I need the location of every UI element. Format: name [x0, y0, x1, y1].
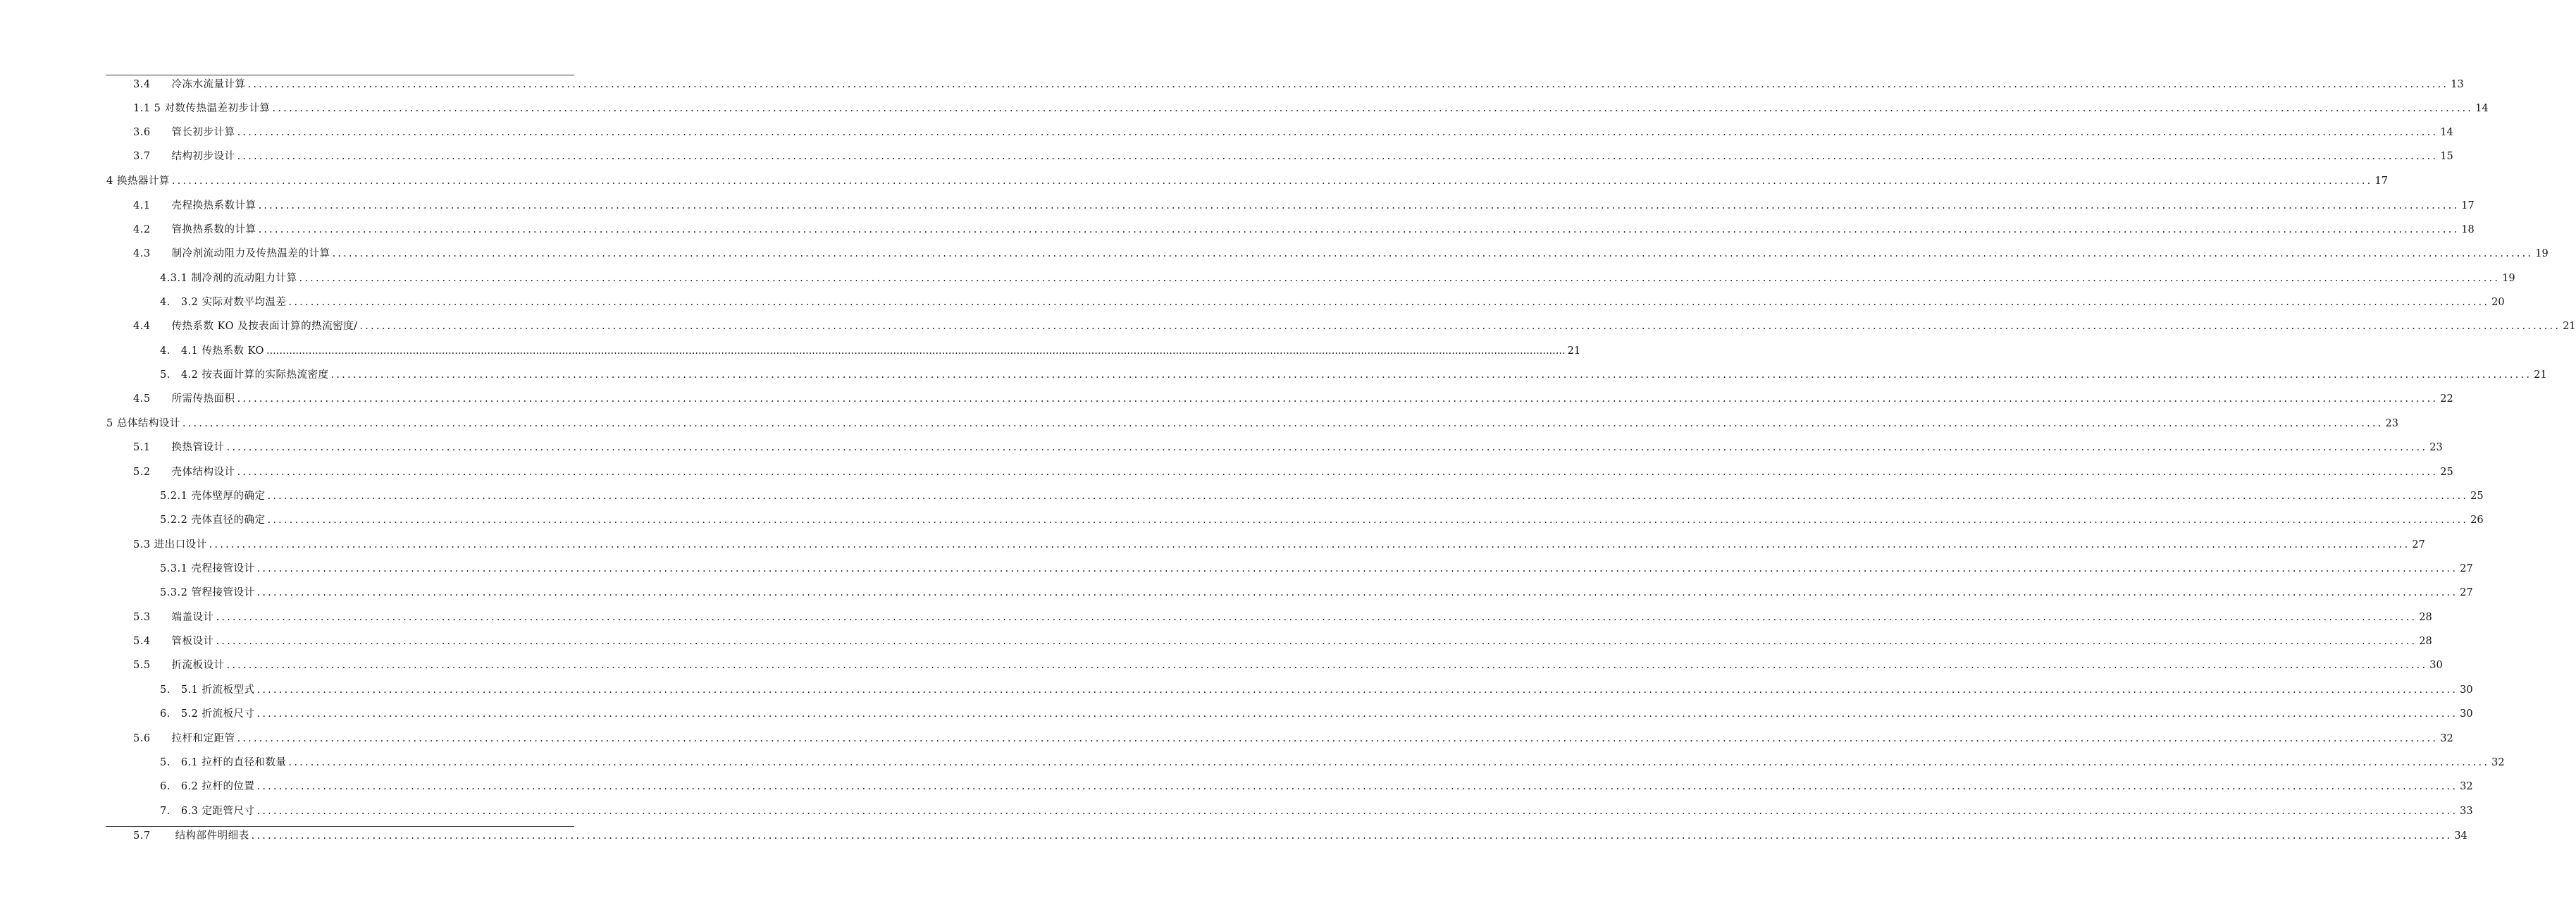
toc-leader: ................................................................................................................................................................................................................................................................................................................................................................................................................ — [226, 660, 2428, 671]
toc-entry[interactable] — [160, 802, 2473, 820]
toc-label: 5.3.2 管程接管设计 — [160, 587, 255, 598]
toc-page: 17 — [2461, 200, 2475, 211]
toc-leader: ................................................................................................................................................................................................................................................................................................................................................................................................................ — [256, 781, 2458, 792]
toc-leader: ................................................................................................................................................................................................................................................................................................................................................................................................................ — [182, 418, 2384, 429]
toc-leader: ................................................................................................................................................................................................................................................................................................................................................................................................................ — [288, 297, 2490, 308]
toc-page: 17 — [2374, 176, 2388, 187]
toc-entry[interactable] — [133, 463, 2453, 481]
toc-leader: ................................................................................................................................................................................................................................................................................................................................................................................................................ — [256, 587, 2458, 598]
toc-entry[interactable] — [133, 536, 2425, 554]
toc-label: 4. 4.1 传热系数 KO — [160, 345, 264, 357]
toc-label: 5.2.2 壳体直径的确定 — [160, 515, 266, 526]
toc-label: 5. 4.2 按表面计算的实际热流密度 — [160, 369, 329, 381]
toc-page: 27 — [2460, 587, 2473, 598]
toc-entry[interactable] — [160, 584, 2473, 602]
toc-label: 1.1 5 对数传热温差初步计算 — [133, 103, 271, 114]
toc-entry[interactable] — [160, 342, 1581, 360]
toc-label: 3.7 结构初步设计 — [133, 151, 235, 162]
toc-leader: ................................................................................................................................................................................................................................................................................................................................................................................................................ — [258, 200, 2460, 211]
toc-entry[interactable] — [160, 487, 2484, 505]
toc-page: 30 — [2460, 684, 2473, 696]
toc-leader: ................................................................................................................................................................................................................................................................................................................................................................................................................ — [266, 345, 1566, 357]
toc-leader: ................................................................................................................................................................................................................................................................................................................................................................................................................ — [258, 224, 2460, 235]
toc-page: 14 — [2475, 103, 2489, 114]
toc-page: 21 — [2534, 369, 2547, 381]
toc-label: 5.7 结构部件明细表 — [133, 830, 249, 842]
toc-label: 5.2 壳体结构设计 — [133, 467, 235, 478]
toc-entry[interactable] — [133, 317, 2576, 336]
toc-page: 30 — [2460, 708, 2473, 720]
toc-leader: ................................................................................................................................................................................................................................................................................................................................................................................................................ — [237, 127, 2439, 138]
toc-entry[interactable] — [160, 560, 2473, 578]
toc-label: 3.4 冷冻水流量计算 — [133, 79, 246, 90]
toc-page: 15 — [2440, 151, 2453, 162]
toc-entry[interactable] — [133, 632, 2432, 651]
toc-label: 4.3 制冷剂流动阻力及传热温差的计算 — [133, 248, 330, 259]
toc-page: 19 — [2535, 248, 2549, 259]
toc-entry[interactable] — [160, 511, 2484, 529]
toc-label: 5.6 拉杆和定距管 — [133, 733, 235, 744]
toc-leader: ................................................................................................................................................................................................................................................................................................................................................................................................................ — [256, 684, 2458, 696]
toc-entry[interactable] — [106, 414, 2398, 433]
toc-page: 26 — [2470, 515, 2484, 526]
toc-label: 5.3.1 壳程接管设计 — [160, 563, 255, 574]
toc-leader: ................................................................................................................................................................................................................................................................................................................................................................................................................ — [247, 79, 2449, 90]
toc-leader: ................................................................................................................................................................................................................................................................................................................................................................................................................ — [332, 248, 2534, 259]
toc-entry[interactable] — [160, 366, 2547, 384]
toc-page: 32 — [2440, 733, 2453, 744]
toc-entry[interactable] — [106, 172, 2388, 190]
toc-leader: ................................................................................................................................................................................................................................................................................................................................................................................................................ — [256, 563, 2458, 574]
toc-page: 13 — [2451, 79, 2464, 90]
toc-entry[interactable] — [133, 827, 2467, 845]
toc-label: 4.1 壳程换热系数计算 — [133, 200, 256, 211]
toc-leader: ................................................................................................................................................................................................................................................................................................................................................................................................................ — [272, 103, 2474, 114]
toc-entry[interactable] — [133, 99, 2489, 118]
toc-entry[interactable] — [133, 656, 2443, 675]
toc-leader: ................................................................................................................................................................................................................................................................................................................................................................................................................ — [267, 491, 2469, 502]
toc-leader: ................................................................................................................................................................................................................................................................................................................................................................................................................ — [299, 273, 2501, 284]
toc-label: 4.3.1 制冷剂的流动阻力计算 — [160, 273, 297, 284]
toc-page: 23 — [2385, 418, 2398, 429]
toc-entry[interactable] — [133, 608, 2432, 627]
toc-page: 23 — [2429, 442, 2443, 453]
toc-page: 22 — [2440, 393, 2453, 405]
toc-label: 4. 3.2 实际对数平均温差 — [160, 297, 287, 308]
toc-label: 5 总体结构设计 — [106, 418, 180, 429]
toc-page: 28 — [2419, 636, 2432, 647]
toc-entry[interactable] — [160, 777, 2473, 796]
toc-page: 27 — [2412, 539, 2425, 550]
toc-entry[interactable] — [133, 390, 2453, 408]
toc-entry[interactable] — [133, 147, 2453, 166]
toc-label: 3.6 管长初步计算 — [133, 127, 235, 138]
toc-entry[interactable] — [133, 438, 2443, 457]
toc-page: 21 — [1567, 345, 1581, 357]
toc-leader: ................................................................................................................................................................................................................................................................................................................................................................................................................ — [216, 636, 2417, 647]
toc-label: 5.4 管板设计 — [133, 636, 214, 647]
toc-leader: ................................................................................................................................................................................................................................................................................................................................................................................................................ — [330, 369, 2532, 381]
toc-leader: ................................................................................................................................................................................................................................................................................................................................................................................................................ — [226, 442, 2428, 453]
toc-leader: ................................................................................................................................................................................................................................................................................................................................................................................................................ — [359, 321, 2561, 332]
toc-label: 5.2.1 壳体壁厚的确定 — [160, 491, 266, 502]
toc-entry[interactable] — [133, 123, 2453, 142]
toc-entry[interactable] — [133, 730, 2453, 748]
toc-label: 5.3 端盖设计 — [133, 612, 214, 623]
toc-entry[interactable] — [133, 75, 2464, 94]
toc-entry[interactable] — [133, 221, 2475, 239]
toc-label: 4.2 管换热系数的计算 — [133, 224, 256, 235]
toc-entry[interactable] — [133, 245, 2549, 263]
toc-page: 27 — [2460, 563, 2473, 574]
toc-leader: ................................................................................................................................................................................................................................................................................................................................................................................................................ — [171, 176, 2373, 187]
toc-entry[interactable] — [133, 197, 2475, 215]
toc-label: 5.3 进出口设计 — [133, 539, 207, 550]
toc-leader: ................................................................................................................................................................................................................................................................................................................................................................................................................ — [288, 757, 2490, 768]
toc-label: 7. 6.3 定距管尺寸 — [160, 806, 255, 817]
toc-entry[interactable] — [160, 681, 2473, 699]
toc-entry[interactable] — [160, 293, 2505, 312]
toc-page: 25 — [2470, 491, 2484, 502]
toc-label: 5. 6.1 拉杆的直径和数量 — [160, 757, 287, 768]
toc-leader: ................................................................................................................................................................................................................................................................................................................................................................................................................ — [256, 806, 2458, 817]
toc-entry[interactable] — [160, 705, 2473, 723]
toc-page: 28 — [2419, 612, 2432, 623]
toc-page: 32 — [2491, 757, 2505, 768]
toc-page: 19 — [2502, 273, 2515, 284]
toc-leader: ................................................................................................................................................................................................................................................................................................................................................................................................................ — [256, 708, 2458, 720]
toc-label: 5. 5.1 折流板型式 — [160, 684, 255, 696]
toc-label: 6. 5.2 折流板尺寸 — [160, 708, 255, 720]
toc-leader: ................................................................................................................................................................................................................................................................................................................................................................................................................ — [237, 393, 2439, 405]
toc-leader: ................................................................................................................................................................................................................................................................................................................................................................................................................ — [237, 467, 2439, 478]
toc-page: 21 — [2563, 321, 2576, 332]
toc-leader: ................................................................................................................................................................................................................................................................................................................................................................................................................ — [209, 539, 2410, 550]
toc-leader: ................................................................................................................................................................................................................................................................................................................................................................................................................ — [251, 830, 2453, 842]
toc-leader: ................................................................................................................................................................................................................................................................................................................................................................................................................ — [237, 733, 2439, 744]
toc-label: 5.5 折流板设计 — [133, 660, 225, 671]
toc-leader: ................................................................................................................................................................................................................................................................................................................................................................................................................ — [216, 612, 2417, 623]
toc-leader: ................................................................................................................................................................................................................................................................................................................................................................................................................ — [267, 515, 2469, 526]
toc-entry[interactable] — [160, 753, 2505, 772]
toc-page: 30 — [2429, 660, 2443, 671]
toc-label: 4.5 所需传热面积 — [133, 393, 235, 405]
toc-page: 33 — [2460, 806, 2473, 817]
toc-page: 25 — [2440, 467, 2453, 478]
toc-label: 5.1 换热管设计 — [133, 442, 225, 453]
toc-leader: ................................................................................................................................................................................................................................................................................................................................................................................................................ — [237, 151, 2439, 162]
toc-label: 4.4 传热系数 KO 及按表面计算的热流密度/ — [133, 321, 358, 332]
toc-page: 32 — [2460, 781, 2473, 792]
toc-page: 18 — [2461, 224, 2475, 235]
toc-page: 34 — [2454, 830, 2467, 842]
toc-page: 14 — [2440, 127, 2453, 138]
toc-label: 4 换热器计算 — [106, 176, 170, 187]
toc-label: 6. 6.2 拉杆的位置 — [160, 781, 255, 792]
toc-page: 20 — [2491, 297, 2505, 308]
toc-entry[interactable] — [160, 269, 2515, 288]
